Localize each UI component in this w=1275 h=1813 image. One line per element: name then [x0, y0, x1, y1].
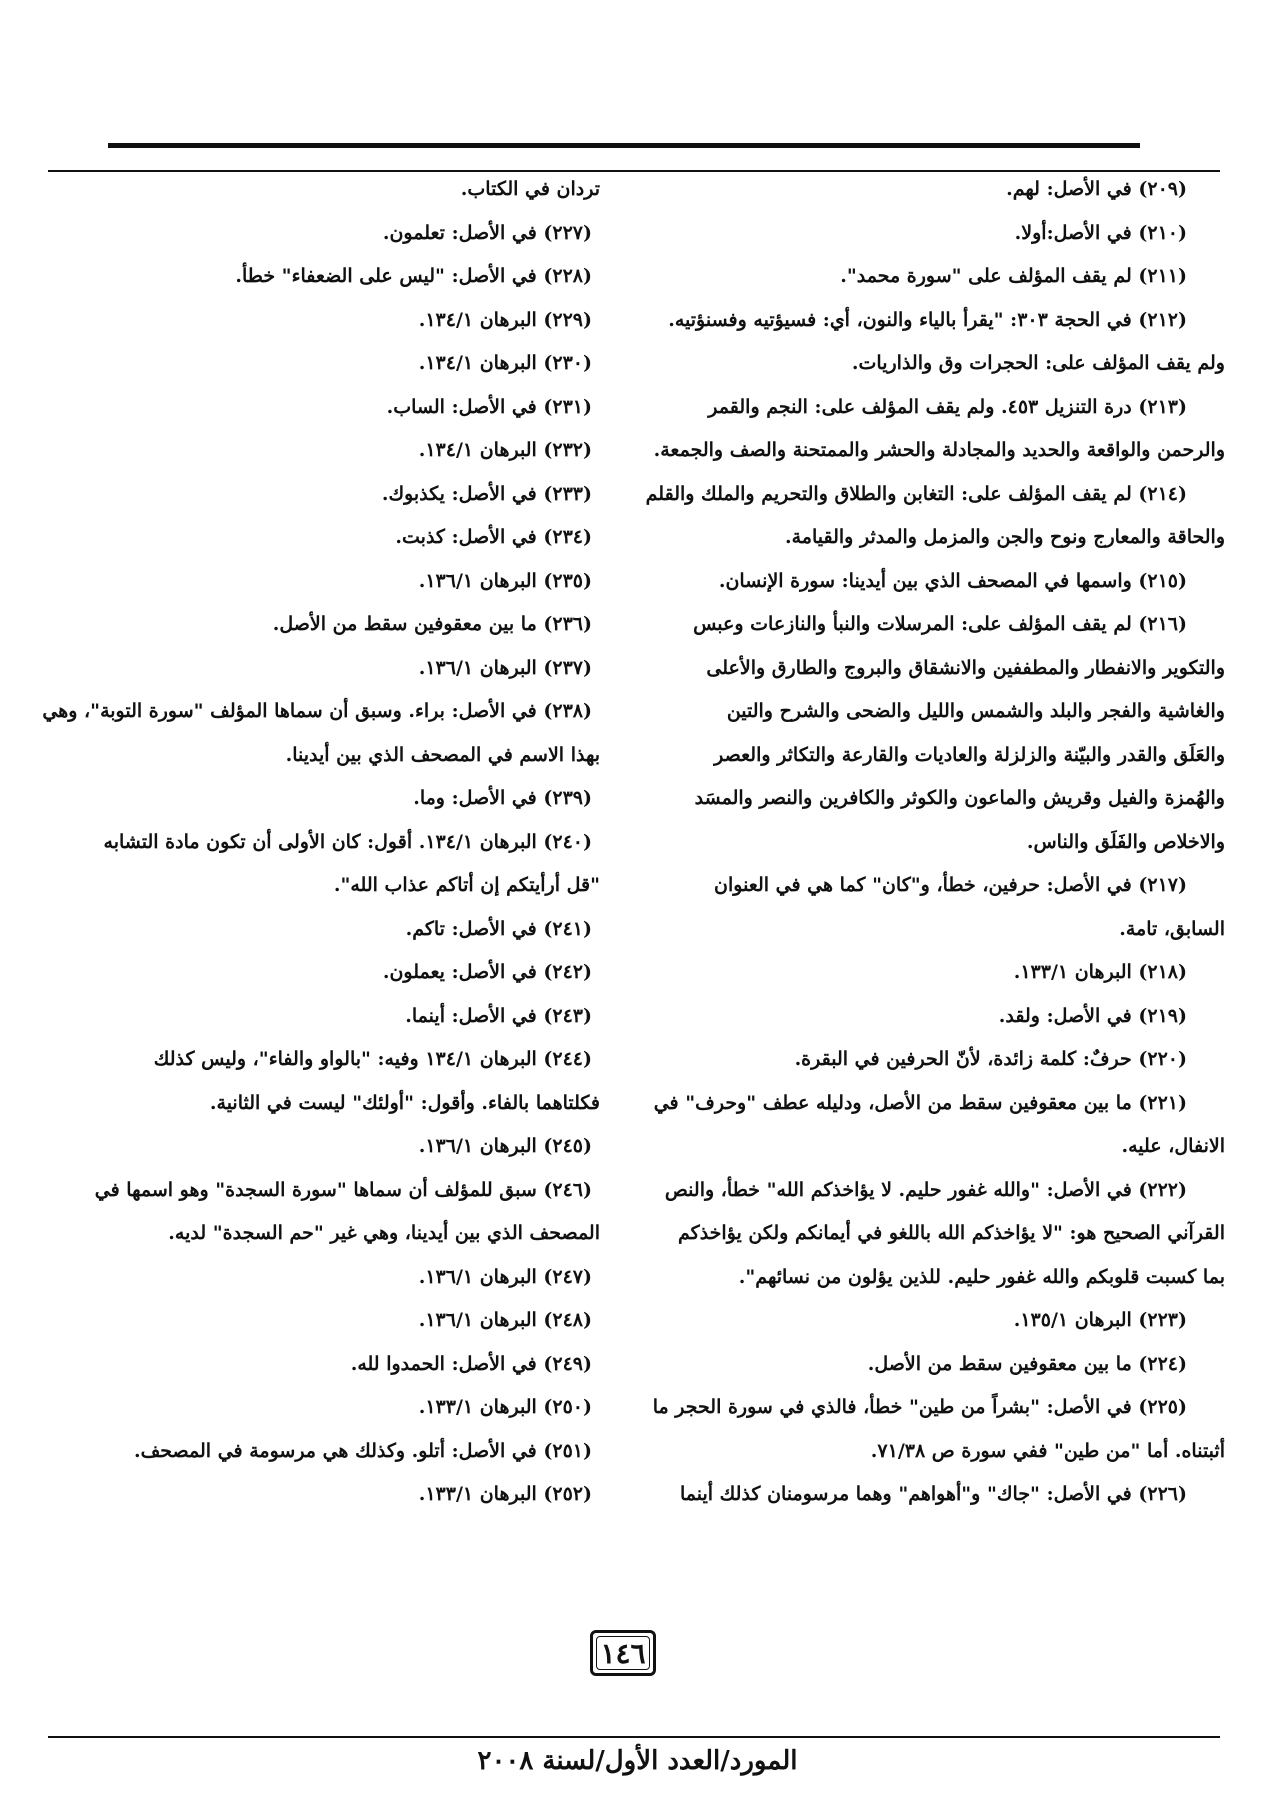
page-number-box	[590, 1630, 656, 1676]
footnote-continuation-line: والتكوير والانفطار والمطففين والانشقاق والبروج والطارق والأعلى	[706, 656, 1225, 679]
footnote-line: (٢٣٤) في الأصل: كذبت.	[395, 526, 592, 548]
footnote-line: (٢٣٨) في الأصل: براء. وسبق أن سماها المؤلف "سورة التوبة"، وهي	[42, 700, 592, 722]
footnote-line: (٢٥٢) البرهان ١٣٣/١.	[418, 1483, 592, 1505]
footnote-continuation-line: والعَلَق والقدر والبيّنة والزلزلة والعاديات والقارعة والتكاثر والعصر	[714, 743, 1225, 766]
footnote-continuation-line: والهُمزة والفيل وقريش والماعون والكوثر والكافرين والنصر والمسَد	[694, 787, 1225, 809]
footer-rule	[48, 1736, 1220, 1738]
footnote-line: (٢٢٨) في الأصل: "ليس على الضعفاء" خطأ.	[235, 265, 592, 287]
footnote-line: (٢٣١) في الأصل: الساب.	[386, 395, 592, 418]
footnote-line: (٢١١) لم يقف المؤلف على "سورة محمد".	[840, 265, 1187, 287]
left-column	[12, 168, 600, 1517]
footnote-line: (٢١٩) في الأصل: ولقد.	[998, 1004, 1187, 1027]
footnote-line: (٢١٨) البرهان ١٣٣/١.	[1013, 961, 1187, 983]
footnote-line: (٢٢٩) البرهان ١٣٤/١.	[418, 308, 592, 331]
footnote-line: (٢٤٩) في الأصل: الحمدوا لله.	[350, 1352, 592, 1375]
footnote-continuation-line: تردان في الكتاب.	[460, 178, 600, 200]
footnote-line: (٢٤٧) البرهان ١٣٦/١.	[418, 1265, 592, 1288]
footnote-line: (٢٣٣) في الأصل: يكذبوك.	[381, 482, 592, 505]
footnote-continuation-line: القرآني الصحيح هو: "لا يؤاخذكم الله باللغو في أيمانكم ولكن يؤاخذكم	[678, 1222, 1225, 1244]
footnote-line: (٢٢٥) في الأصل: "بشراً من طين" خطأ، فالذي في سورة الحجر ما	[652, 1396, 1187, 1418]
footnote-line: (٢٣٠) البرهان ١٣٤/١.	[418, 352, 592, 374]
footnote-line: (٢١٣) درة التنزيل ٤٥٣. ولم يقف المؤلف على: النجم والقمر	[708, 395, 1187, 418]
footnote-line: (٢٣٧) البرهان ١٣٦/١.	[418, 656, 592, 679]
footnote-line: (٢٣٦) ما بين معقوفين سقط من الأصل.	[272, 613, 592, 635]
footnote-line: (٢٤٠) البرهان ١٣٤/١. أقول: كان الأولى أن تكون مادة التشابه	[103, 830, 592, 853]
footnote-line: (٢١٧) في الأصل: حرفين، خطأ، و"كان" كما هي في العنوان	[714, 874, 1187, 896]
footnote-continuation-line: والحاقة والمعارج ونوح والجن والمزمل والمدثر والقيامة.	[785, 526, 1225, 548]
footnote-continuation-line: السابق، تامة.	[1119, 917, 1225, 940]
footnote-line: (٢٠٩) في الأصل: لهم.	[1006, 178, 1187, 200]
footnote-line: (٢٤٦) سبق للمؤلف أن سماها "سورة السجدة" وهو اسمها في	[94, 1178, 592, 1201]
footnote-line: (٢١٢) في الحجة ٣٠٣: "يقرأ بالياء والنون، أي: فسيؤتيه وفسنؤتيه.	[668, 308, 1187, 331]
footnote-continuation-line: "قل أرأيتكم إن أتاكم عذاب الله".	[333, 874, 600, 896]
footnote-line: (٢١٥) واسمها في المصحف الذي بين أيدينا: سورة الإنسان.	[718, 569, 1187, 592]
footnote-line: (٢٤٥) البرهان ١٣٦/١.	[418, 1135, 592, 1157]
right-column	[612, 168, 1225, 1517]
footnote-line: (٢١٠) في الأصل:أولا.	[1014, 221, 1187, 244]
footnote-line: (٢٢٠) حرفٌ: كلمة زائدة، لأنّ الحرفين في البقرة.	[794, 1048, 1187, 1070]
footnote-line: (٢٢٦) في الأصل: "جاك" و"أهواهم" وهما مرسومنان كذلك أينما	[679, 1483, 1187, 1505]
footnote-line: (٢١٤) لم يقف المؤلف على: التغابن والطلاق والتحريم والملك والقلم	[645, 482, 1187, 505]
footnote-line: (٢٤٢) في الأصل: يعملون.	[382, 961, 592, 983]
footnote-line: (٢٣٢) البرهان ١٣٤/١.	[418, 439, 592, 461]
footnote-line: (٢٤١) في الأصل: تاكم.	[405, 917, 592, 940]
footnote-line: (٢٤٣) في الأصل: أينما.	[405, 1004, 592, 1027]
footnote-continuation-line: والغاشية والفجر والبلد والشمس والليل والضحى والشرح والتين	[726, 700, 1225, 722]
footnote-continuation-line: بما كسبت قلوبكم والله غفور حليم. للذين يؤلون من نسائهم".	[738, 1265, 1225, 1288]
footnote-line: (٢٢١) ما بين معقوفين سقط من الأصل، ودليله عطف "وحرف" في	[653, 1091, 1187, 1114]
footnote-line: (٢١٦) لم يقف المؤلف على: المرسلات والنبأ والنازعات وعبس	[693, 613, 1187, 635]
footnote-line: (٢٤٤) البرهان ١٣٤/١ وفيه: "بالواو والفاء"، وليس كذلك	[153, 1048, 592, 1070]
footnote-continuation-line: أثبتناه. أما "من طين" ففي سورة ص ٧١/٣٨.	[870, 1439, 1225, 1462]
footnote-continuation-line: فكلتاهما بالفاء. وأقول: "أولئك" ليست في الثانية.	[209, 1091, 600, 1114]
footnote-continuation-line: المصحف الذي بين أيدينا، وهي غير "حم السجدة" لديه.	[168, 1222, 600, 1244]
footnote-line: (٢٣٥) البرهان ١٣٦/١.	[418, 569, 592, 592]
footnote-line: (٢٥١) في الأصل: أتلو. وكذلك هي مرسومة في المصحف.	[134, 1439, 592, 1462]
footnote-continuation-line: بهذا الاسم في المصحف الذي بين أيدينا.	[285, 743, 600, 766]
footnote-line: (٢٢٣) البرهان ١٣٥/١.	[1013, 1309, 1187, 1331]
footnote-continuation-line: والاخلاص والفَلَق والناس.	[1026, 830, 1225, 853]
footnote-line: (٢٢٧) في الأصل: تعلمون.	[382, 221, 592, 244]
footnote-continuation-line: والرحمن والواقعة والحديد والمجادلة والحشر والممتحنة والصف والجمعة.	[653, 439, 1225, 461]
footer-journal-title: المورد/العدد الأول/لسنة ٢٠٠٨	[477, 1746, 798, 1776]
page-number: ١٤٦	[600, 1636, 646, 1670]
footnote-continuation-line: الانفال، عليه.	[1121, 1135, 1225, 1157]
footnote-line: (٢٢٢) في الأصل: "والله غفور حليم. لا يؤاخذكم الله" خطأ، والنص	[664, 1178, 1187, 1201]
footnote-continuation-line: ولم يقف المؤلف على: الحجرات وق والذاريات.	[851, 352, 1225, 374]
footnote-line: (٢٤٨) البرهان ١٣٦/١.	[418, 1309, 592, 1331]
footnote-line: (٢٣٩) في الأصل: وما.	[413, 787, 592, 809]
footnote-line: (٢٥٠) البرهان ١٣٣/١.	[418, 1396, 592, 1418]
header-rule-thick	[108, 143, 1140, 148]
footnote-line: (٢٢٤) ما بين معقوفين سقط من الأصل.	[867, 1352, 1187, 1375]
